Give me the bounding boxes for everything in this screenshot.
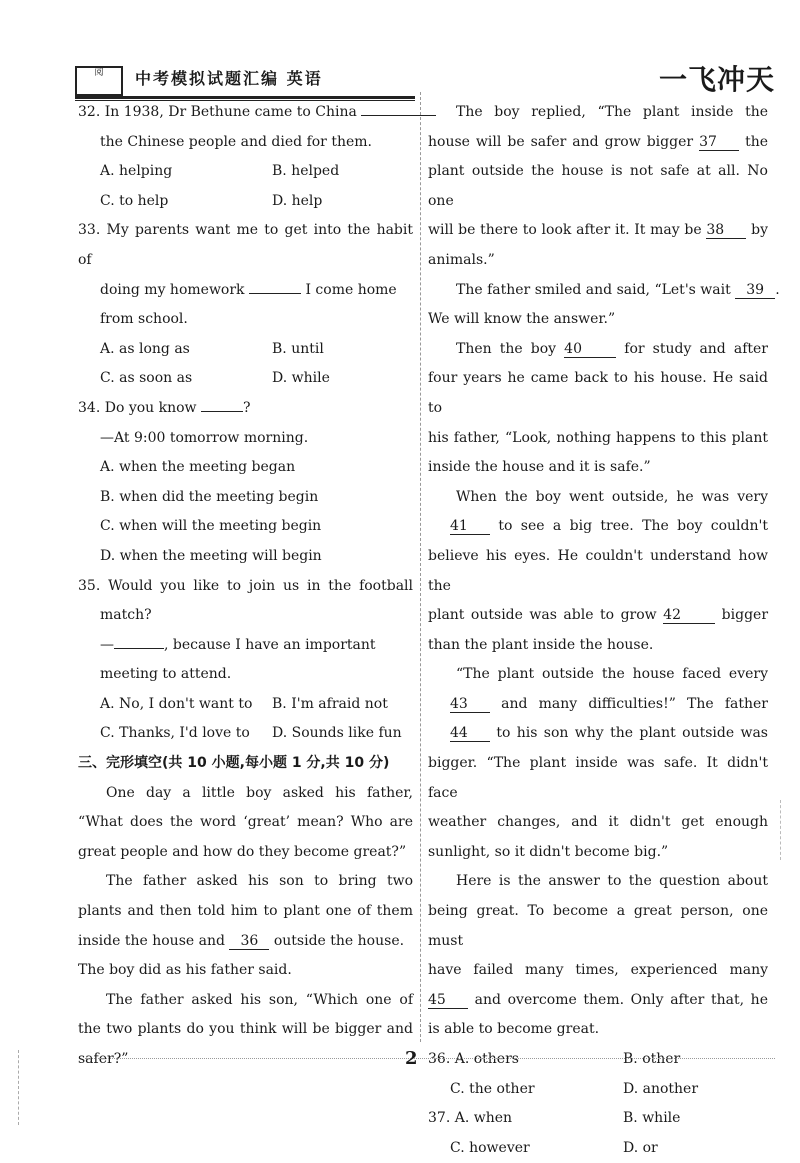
q33-options-ab: A. as long as B. until: [100, 340, 324, 357]
blank-45[interactable]: 45: [428, 992, 468, 1009]
passage-line: sunlight, so it didn't become big.”: [428, 843, 669, 860]
binding-margin-mark: [18, 1050, 19, 1125]
blank-41[interactable]: 41: [450, 518, 490, 535]
book-title: 中考模拟试题汇编 英语: [135, 69, 323, 88]
passage-line: The father asked his son to bring two: [106, 873, 413, 890]
passage-line-blank-45: 45 and overcome them. Only after that, he: [428, 991, 768, 1008]
q35-stem-cont: match?: [100, 607, 152, 624]
binding-margin-mark: [780, 800, 781, 860]
passage-line: Here is the answer to the question about: [456, 873, 768, 890]
passage-line-blank-44: 44 to his son why the plant outside was: [450, 725, 768, 742]
q32-options-cd: C. to help D. help: [100, 192, 323, 209]
passage-line: believe his eyes. He couldn't understand how the: [428, 547, 768, 594]
passage-line: the two plants do you think will be bigger and: [78, 1021, 413, 1038]
q33-stem-cont: doing my homework I come home: [100, 281, 397, 298]
footer-rule: [85, 1058, 775, 1059]
blank-40[interactable]: 40: [564, 341, 616, 358]
blank-43[interactable]: 43: [450, 696, 490, 713]
passage-line: great people and how do they become great?”: [78, 843, 407, 860]
passage-line: animals.”: [428, 251, 495, 268]
passage-line: The boy replied, “The plant inside the: [456, 104, 768, 120]
passage-line: have failed many times, experienced many: [428, 962, 768, 979]
q35-options-cd: C. Thanks, I'd love to D. Sounds like fun: [100, 725, 402, 742]
q33-stem-end: from school.: [100, 311, 188, 328]
q34-stem: 34. Do you know ?: [78, 399, 251, 416]
column-divider: [420, 92, 421, 1042]
passage-line: his father, “Look, nothing happens to this plant: [428, 429, 768, 446]
passage-line: plants and then told him to plant one of them: [78, 903, 413, 920]
blank-38[interactable]: 38: [706, 222, 746, 239]
passage-line: plant outside the house is not safe at all. No one: [428, 163, 768, 209]
q35-response-cont: meeting to attend.: [100, 666, 232, 683]
passage-line: “What does the word ‘great’ mean? Who are: [78, 814, 413, 831]
q34-option-d: D. when the meeting will begin: [100, 547, 322, 564]
logo-text: 阅: [94, 68, 104, 78]
left-column: [78, 98, 413, 1075]
passage-line: than the plant inside the house.: [428, 636, 654, 653]
passage-line: is able to become great.: [428, 1021, 600, 1038]
passage-line: The boy did as his father said.: [78, 962, 292, 979]
blank-42[interactable]: 42: [663, 607, 715, 624]
passage-line-blank-39: The father smiled and said, “Let's wait 39 .: [456, 281, 780, 298]
passage-line: bigger. “The plant inside was safe. It didn't face: [428, 755, 768, 801]
blank-39[interactable]: 39: [735, 282, 775, 299]
passage-line-blank-40: Then the boy 40 for study and after: [456, 340, 768, 357]
blank-36[interactable]: 36: [229, 933, 269, 950]
page-header: [75, 58, 775, 98]
q32-stem: 32. In 1938, Dr Bethune came to China: [78, 98, 413, 128]
passage-line-blank-43: 43 and many difficulties!” The father: [450, 695, 768, 712]
q35-stem: 35. Would you like to join us in the football: [78, 577, 413, 594]
passage-line-blank-38: will be there to look after it. It may be 38 by: [428, 222, 768, 239]
q32-stem-cont: the Chinese people and died for them.: [100, 133, 372, 150]
page-number: 2: [405, 1048, 418, 1069]
passage-line: The father asked his son, “Which one of: [106, 991, 413, 1008]
q34-option-c: C. when will the meeting begin: [100, 518, 322, 535]
passage-line: We will know the answer.”: [428, 311, 616, 328]
q36-options-ab: 36. A. others B. other: [428, 1051, 681, 1067]
q33-options-cd: C. as soon as D. while: [100, 370, 330, 387]
passage-line-blank-36: inside the house and 36 outside the house.: [78, 932, 405, 949]
passage-line: One day a little boy asked his father,: [106, 784, 413, 801]
passage-line: inside the house and it is safe.”: [428, 459, 651, 476]
passage-line: being great. To become a great person, one must: [428, 903, 768, 949]
passage-line: safer?”: [78, 1051, 129, 1067]
passage-line: “The plant outside the house faced every: [456, 666, 768, 683]
q34-option-a: A. when the meeting began: [100, 459, 296, 476]
passage-line: When the boy went outside, he was very: [456, 488, 768, 505]
blank-37[interactable]: 37: [699, 134, 739, 151]
q35-response: — , because I have an important: [100, 636, 376, 653]
series-logo: [75, 66, 123, 96]
q34-option-b: B. when did the meeting begin: [100, 488, 319, 505]
q34-response: —At 9:00 tomorrow morning.: [100, 429, 309, 446]
passage-line: four years he came back to his house. He said to: [428, 370, 768, 416]
passage-line: weather changes, and it didn't get enough: [428, 814, 768, 831]
section-heading-cloze: 三、完形填空(共 10 小题,每小题 1 分,共 10 分): [78, 755, 390, 772]
q36-options-cd: C. the other D. another: [450, 1080, 699, 1097]
passage-line-blank-37: house will be safer and grow bigger 37 the: [428, 133, 769, 150]
q37-options-cd: C. however D. or: [450, 1139, 658, 1156]
passage-line-blank-41: 41 to see a big tree. The boy couldn't: [450, 518, 768, 535]
q35-options-ab: A. No, I don't want to B. I'm afraid not: [100, 695, 388, 712]
q33-stem: 33. My parents want me to get into the habit of: [78, 222, 413, 268]
q32-options-ab: A. helping B. helped: [100, 163, 340, 180]
brand-logo: 一飞冲天: [658, 63, 775, 96]
right-column: [428, 98, 780, 1163]
passage-line-blank-42: plant outside was able to grow 42 bigger: [428, 607, 769, 624]
blank-44[interactable]: 44: [450, 725, 490, 742]
q37-options-ab: 37. A. when B. while: [428, 1110, 681, 1127]
